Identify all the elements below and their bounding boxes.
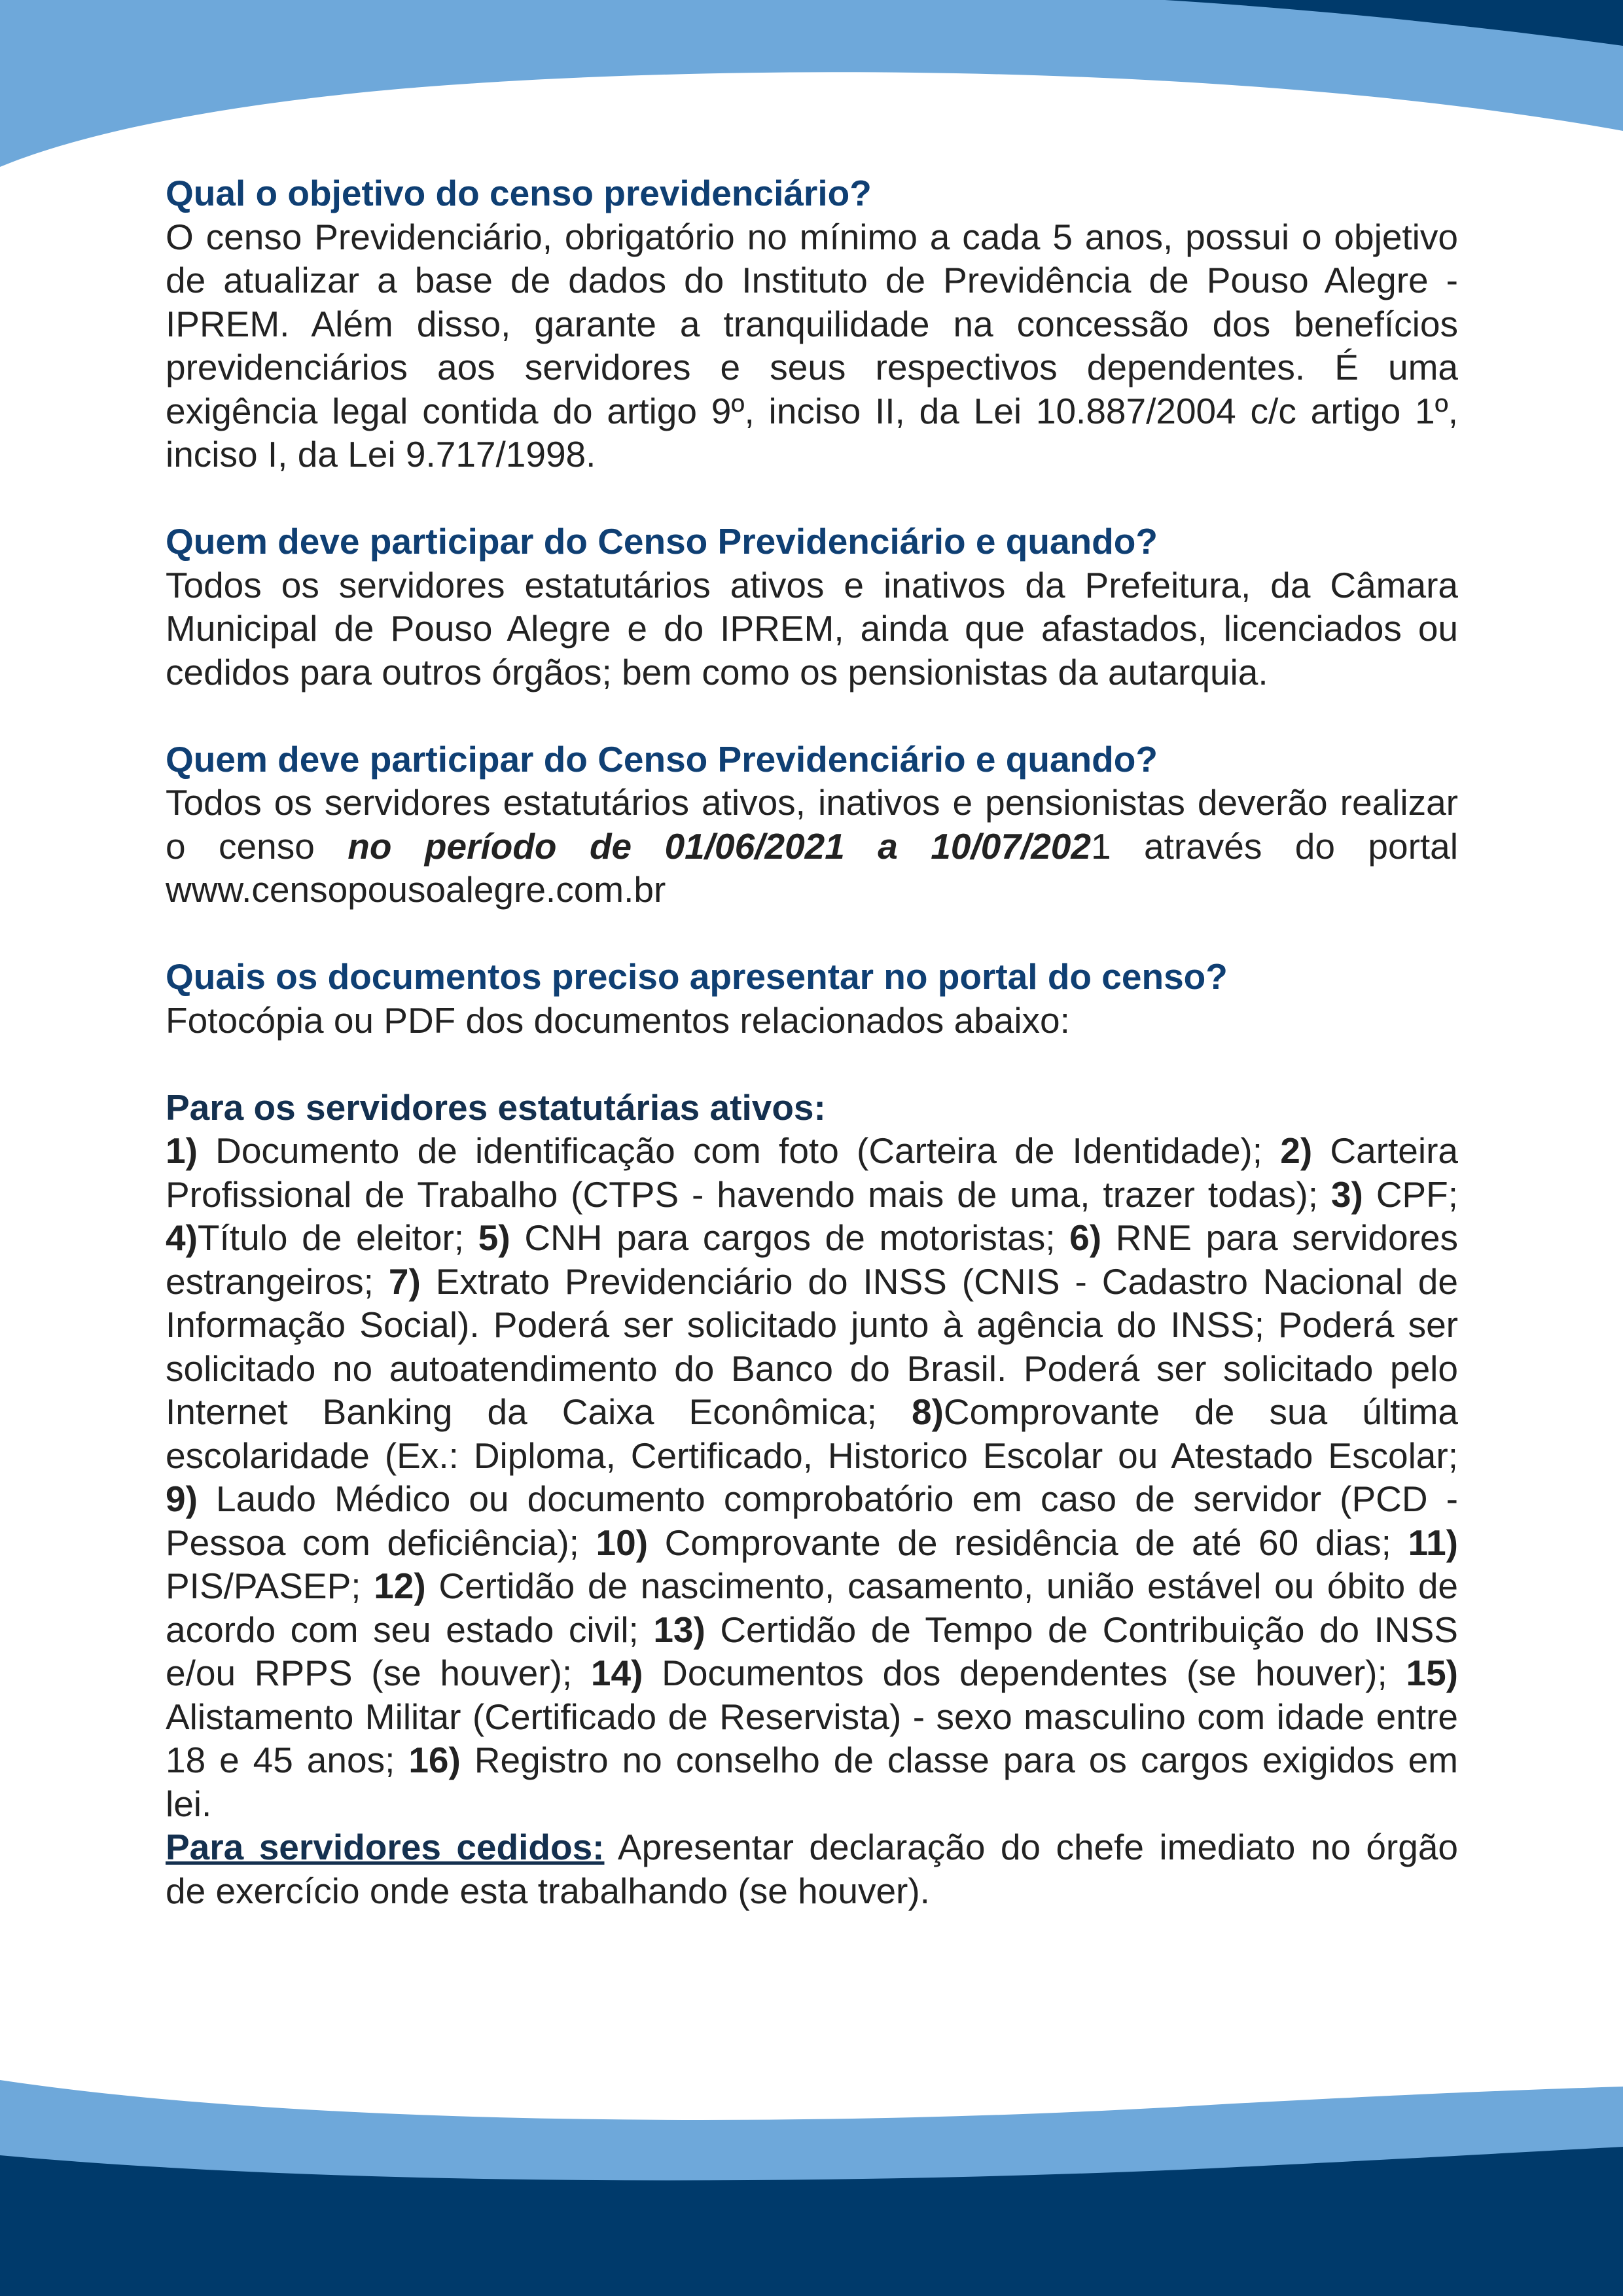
when-section — [166, 738, 1458, 912]
documents-section — [166, 955, 1458, 1042]
list-item-number: 13) — [653, 1609, 705, 1650]
bottom-wave-decoration — [0, 2080, 1623, 2296]
documents-list — [166, 1129, 1458, 1825]
list-item-text: RNE para servidores estrangeiros; — [166, 1217, 1459, 1302]
objective-section — [166, 171, 1458, 476]
list-item-text: Título de eleitor; — [197, 1217, 478, 1258]
list-item-number: 14) — [590, 1653, 643, 1693]
list-item-text: Certidão de nascimento, casamento, união estável ou óbito de acordo com seu estado civil; — [166, 1566, 1458, 1650]
list-item-text: Registro no conselho de classe para os cargos exigidos em lei. — [166, 1740, 1458, 1824]
list-item-number: 4) — [166, 1217, 198, 1258]
list-item-number: 9) — [166, 1479, 198, 1519]
when-text-end: 1 através do portal www.censopousoalegre.com.br — [166, 825, 1458, 910]
list-item-number: 2) — [1280, 1130, 1313, 1171]
documents-heading: Quais os documentos preciso apresentar no portal do censo? — [166, 956, 1228, 997]
census-period: no período de 01/06/2021 a 10/07/202 — [348, 825, 1091, 867]
list-item-text: PIS/PASEP; — [166, 1566, 374, 1606]
list-item-text: CPF; — [1363, 1174, 1458, 1215]
ceded-servers-section — [166, 1825, 1458, 1912]
ceded-servers-body: Apresentar declaração do chefe imediato no órgão de exercício onde esta trabalhando (se houver). — [166, 1827, 1458, 1911]
ceded-servers-heading: Para servidores cedidos: — [166, 1827, 605, 1867]
list-item-number: 16) — [408, 1740, 461, 1780]
objective-heading: Qual o objetivo do censo previdenciário? — [166, 173, 872, 213]
when-heading: Quem deve participar do Censo Previdenciário e quando? — [166, 738, 1158, 780]
list-item-number: 8) — [912, 1391, 944, 1432]
list-item-text: Extrato Previdenciário do INSS (CNIS - Cadastro Nacional de Informação Social). Poderá ser solicitado junto à agência do INSS; Poderá ser solicitado no autoatendimento do Banco do Brasil. Poderá ser solicitado pelo Internet Banking da Caixa Econômica; — [166, 1261, 1458, 1432]
who-text: Todos os servidores estatutários ativos e inativos da Prefeitura, da Câmara Municipal de Pouso Alegre e do IPREM, ainda que afastados, licenciados ou cedidos para outros órgãos; bem como os pensionistas da autarquia. — [166, 564, 1458, 692]
spacer — [166, 912, 1458, 956]
objective-text: O censo Previdenciário, obrigatório no mínimo a cada 5 anos, possui o objetivo de atualizar a base de dados do Instituto de Previdência de Pouso Alegre - IPREM. Além disso, garante a tranquilidade na concessão dos benefícios previdenciários aos servidores e seus respectivos dependentes. É uma exigência legal contida do artigo 9º, inciso II, da Lei 10.887/2004 c/c artigo 1º, inciso I, da Lei 9.717/1998. — [166, 216, 1458, 475]
top-wave-decoration — [0, 0, 1623, 177]
spacer — [166, 1042, 1458, 1086]
list-item-text: CNH para cargos de motoristas; — [510, 1217, 1070, 1258]
list-item-number: 15) — [1406, 1653, 1458, 1693]
list-item-number: 11) — [1408, 1522, 1458, 1563]
list-item-text: Documento de identificação com foto (Carteira de Identidade); — [197, 1130, 1281, 1171]
list-item-text: Comprovante de sua última escolaridade (Ex.: Diploma, Certificado, Historico Escolar ou Atestado Escolar; — [166, 1391, 1458, 1476]
list-item-text: Documentos dos dependentes (se houver); — [643, 1653, 1406, 1693]
active-servers-section — [166, 1086, 1458, 1826]
when-text-start: Todos os servidores estatutários ativos, inativos e pensionistas deverão realizar o censo — [166, 782, 1458, 867]
document-content — [166, 171, 1458, 1912]
documents-text: Fotocópia ou PDF dos documentos relacionados abaixo: — [166, 999, 1070, 1041]
list-item-number: 7) — [388, 1261, 421, 1302]
list-item-number: 6) — [1069, 1217, 1102, 1258]
list-item-text: Laudo Médico ou documento comprobatório em caso de servidor (PCD - Pessoa com deficiência); — [166, 1479, 1458, 1563]
list-item-number: 1) — [166, 1130, 198, 1171]
list-item-number: 10) — [596, 1522, 649, 1563]
list-item-text: Comprovante de residência de até 60 dias; — [648, 1522, 1408, 1563]
list-item-number: 3) — [1330, 1174, 1363, 1215]
list-item-text: Carteira Profissional de Trabalho (CTPS - havendo mais de uma, trazer todas); — [166, 1130, 1458, 1215]
list-item-text: Certidão de Tempo de Contribuição do INSS e/ou RPPS (se houver); — [166, 1609, 1458, 1693]
list-item-number: 12) — [374, 1566, 426, 1606]
who-section — [166, 520, 1458, 694]
spacer — [166, 694, 1458, 738]
list-item-text: Alistamento Militar (Certificado de Reservista) - sexo masculino com idade entre 18 e 45 anos; — [166, 1696, 1458, 1780]
spacer — [166, 476, 1458, 520]
when-text — [166, 781, 1458, 912]
list-item-number: 5) — [478, 1217, 510, 1258]
active-servers-heading: Para os servidores estatutárias ativos: — [166, 1086, 826, 1128]
who-heading: Quem deve participar do Censo Previdenciário e quando? — [166, 521, 1158, 562]
ceded-servers-text — [166, 1825, 1458, 1912]
